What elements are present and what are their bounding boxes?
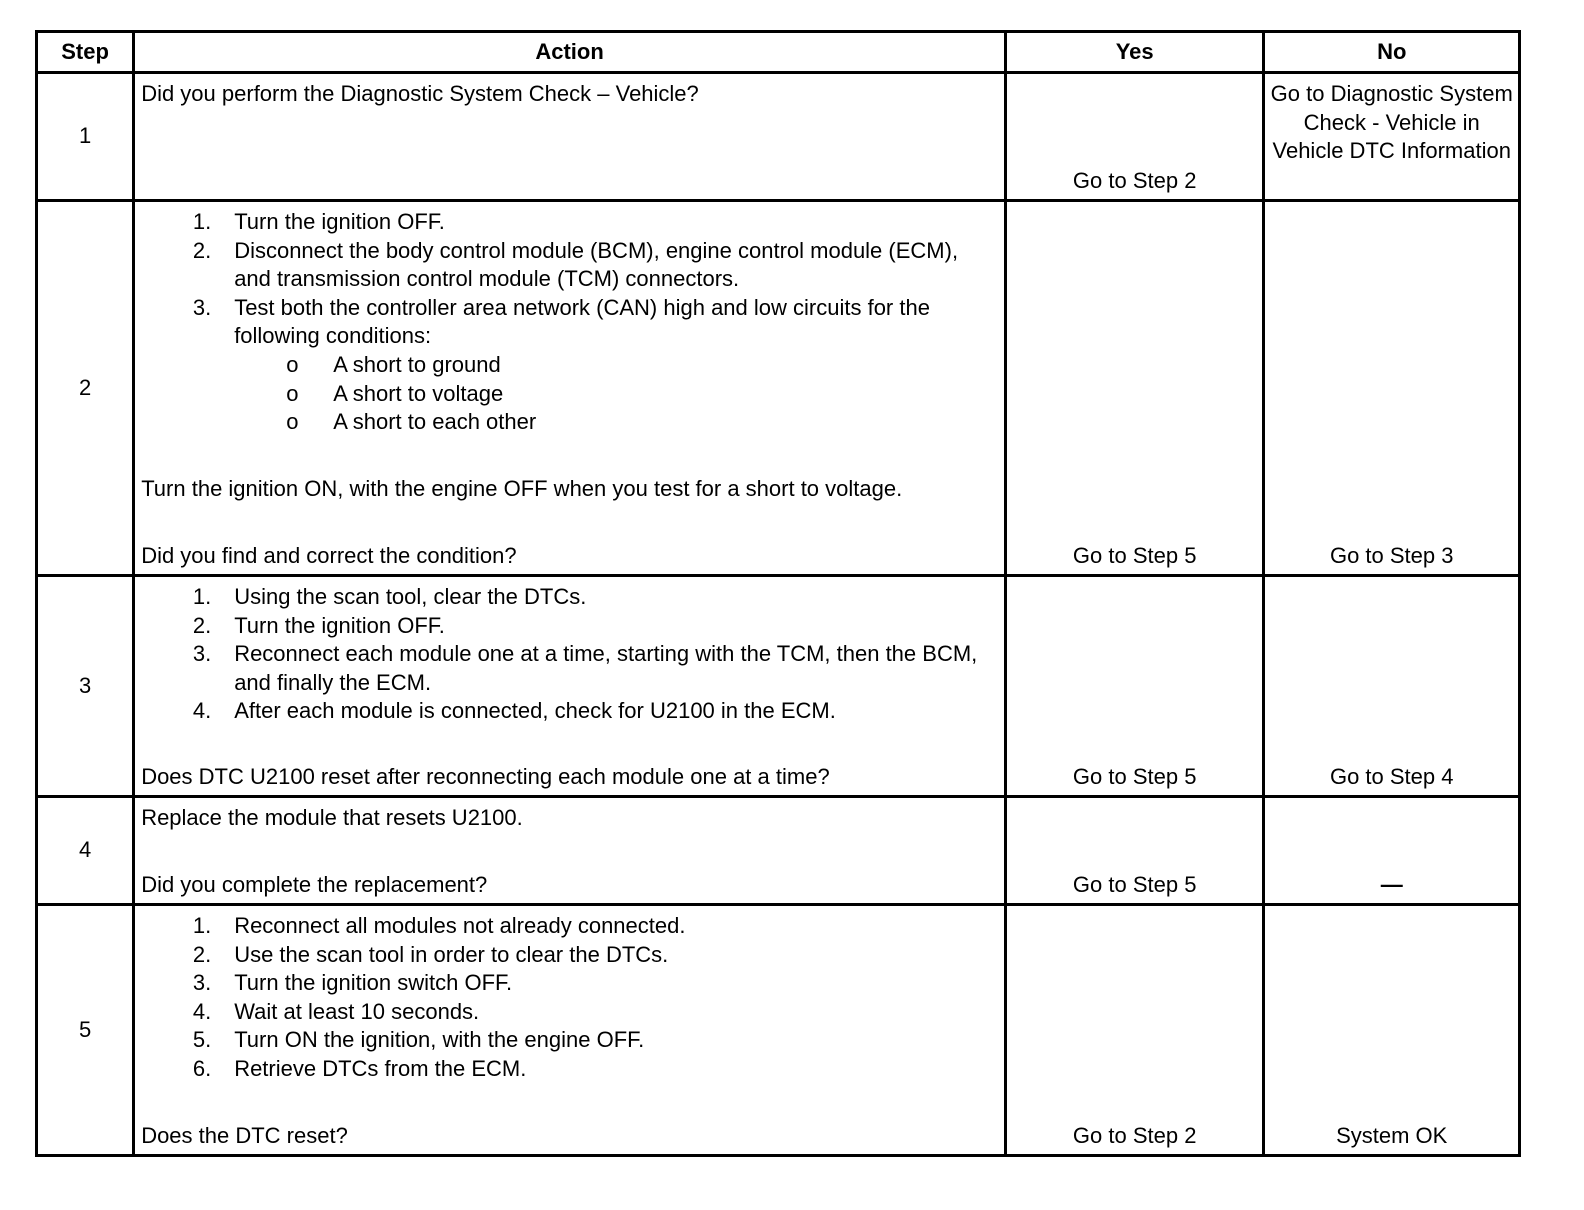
action-cell [134, 201, 1006, 576]
table-row-step-4 [37, 797, 1520, 905]
list-item: 1. Reconnect all modules not already connected. [192, 913, 686, 938]
procedure-list [141, 912, 1000, 1084]
header-action: Action [134, 32, 1006, 73]
step-question: Does DTC U2100 reset after reconnecting each module one at a time? [141, 764, 830, 790]
yes-cell: Go to Step 2 [1005, 905, 1264, 1156]
no-cell: Go to Step 4 [1264, 576, 1520, 797]
step-number: 3 [37, 576, 134, 797]
no-cell: Go to Step 3 [1264, 201, 1520, 576]
step-question: Did you find and correct the condition? [141, 543, 517, 569]
action-cell [134, 905, 1006, 1156]
diagnostic-table [35, 30, 1521, 1157]
header-row [37, 32, 1520, 73]
table-row-step-2 [37, 201, 1520, 576]
list-item: 6. Retrieve DTCs from the ECM. [192, 1055, 527, 1081]
header-yes: Yes [1005, 32, 1264, 73]
list-item: 5. Turn ON the ignition, with the engine OFF. [192, 1027, 645, 1053]
list-item: 2. Use the scan tool in order to clear the DTCs. [192, 941, 669, 967]
list-item: 3. Test both the controller area network (CAN) high and low circuits for the following conditions: [192, 294, 930, 349]
step-question: Does the DTC reset? [141, 1123, 348, 1149]
yes-cell: Go to Step 2 [1005, 73, 1264, 201]
list-item: o A short to each other [286, 409, 537, 435]
list-item: 1. Turn the ignition OFF. [192, 209, 445, 234]
condition-list [141, 351, 1000, 437]
procedure-list [141, 208, 1000, 351]
no-cell: System OK [1264, 905, 1520, 1156]
step-number: 5 [37, 905, 134, 1156]
step-question: Did you perform the Diagnostic System Check – Vehicle? [141, 81, 699, 106]
list-item: o A short to voltage [286, 380, 504, 406]
procedure-list [141, 583, 1000, 726]
no-cell: Go to Diagnostic System Check - Vehicle in Vehicle DTC Information [1264, 73, 1520, 201]
no-cell: — [1264, 797, 1520, 905]
list-item: 2. Turn the ignition OFF. [192, 612, 445, 638]
yes-cell: Go to Step 5 [1005, 576, 1264, 797]
step-question: Did you complete the replacement? [141, 872, 488, 898]
step-note: Turn the ignition ON, with the engine OFF when you test for a short to voltage. [141, 475, 903, 501]
list-item: 2. Disconnect the body control module (BCM), engine control module (ECM), and transmission control module (TCM) connectors. [192, 237, 959, 292]
list-item: 4. Wait at least 10 seconds. [192, 998, 480, 1024]
list-item: o A short to ground [286, 351, 501, 377]
list-item: 3. Reconnect each module one at a time, starting with the TCM, then the BCM, and finally the ECM. [192, 641, 978, 695]
action-cell [134, 797, 1006, 905]
step-number: 1 [37, 73, 134, 201]
list-item: 3. Turn the ignition switch OFF. [192, 970, 513, 996]
action-cell [134, 576, 1006, 797]
table-row-step-5 [37, 905, 1520, 1156]
step-text: Replace the module that resets U2100. [141, 805, 523, 830]
list-item: 4. After each module is connected, check for U2100 in the ECM. [192, 698, 836, 724]
step-number: 2 [37, 201, 134, 576]
header-no: No [1264, 32, 1520, 73]
step-number: 4 [37, 797, 134, 905]
yes-cell: Go to Step 5 [1005, 797, 1264, 905]
action-cell [134, 73, 1006, 201]
header-step: Step [37, 32, 134, 73]
yes-cell: Go to Step 5 [1005, 201, 1264, 576]
table-row-step-1 [37, 73, 1520, 201]
table-row-step-3 [37, 576, 1520, 797]
list-item: 1. Using the scan tool, clear the DTCs. [192, 584, 587, 609]
